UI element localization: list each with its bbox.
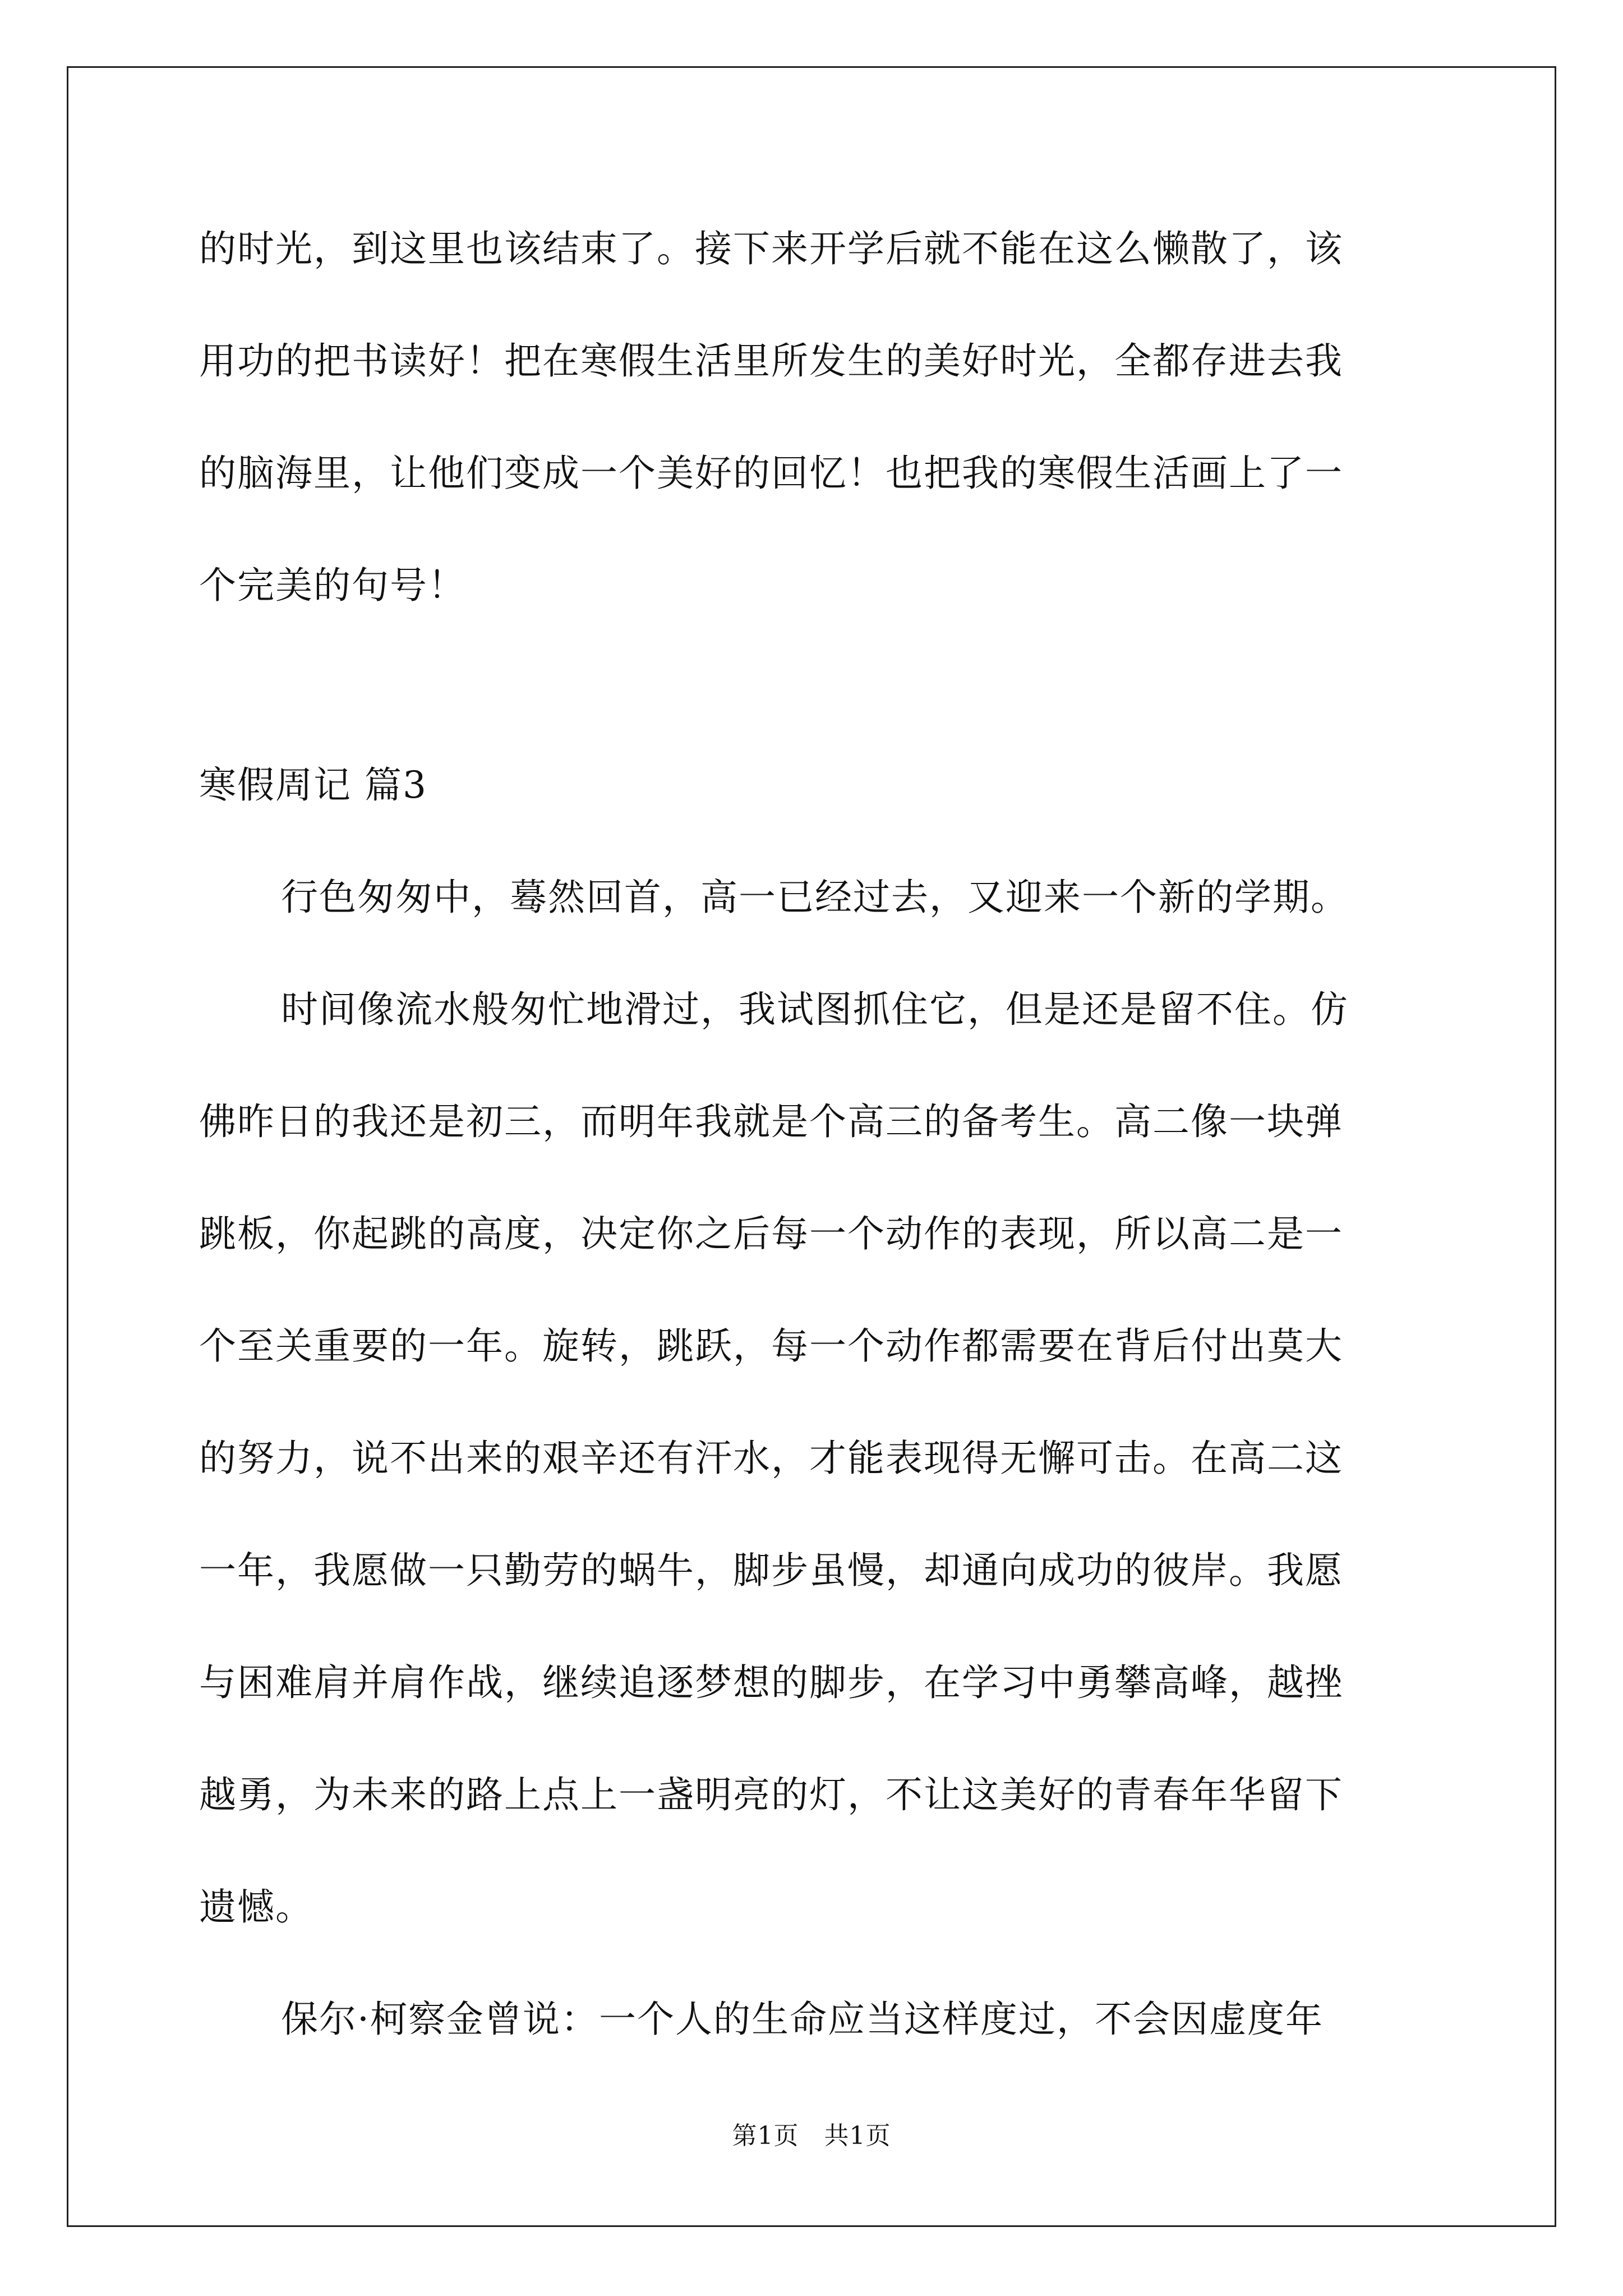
paragraph-line: 用功的把书读好！把在寒假生活里所发生的美好时光，全都存进去我 (199, 339, 1343, 383)
paragraph-line: 行色匆匆中，蓦然回首，高一已经过去，又迎来一个新的学期。 (281, 876, 1349, 919)
paragraph-line: 的努力，说不出来的艰辛还有汗水，才能表现得无懈可击。在高二这 (199, 1437, 1343, 1480)
paragraph-line: 佛昨日的我还是初三，而明年我就是个高三的备考生。高二像一块弹 (199, 1100, 1343, 1143)
paragraph-line: 遗憾。 (199, 1885, 313, 1929)
section-heading: 寒假周记 篇3 (199, 763, 427, 807)
paragraph-line: 越勇，为未来的路上点上一盏明亮的灯，不让这美好的青春年华留下 (199, 1773, 1343, 1816)
page-footer: 第1页 共1页 (732, 2122, 891, 2150)
paragraph-line: 个完美的句号！ (199, 564, 466, 607)
paragraph-line: 与困难肩并肩作战，继续追逐梦想的脚步，在学习中勇攀高峰，越挫 (199, 1661, 1343, 1704)
paragraph-line: 的脑海里，让他们变成一个美好的回忆！也把我的寒假生活画上了一 (199, 452, 1343, 495)
paragraph-line: 一年，我愿做一只勤劳的蜗牛，脚步虽慢，却通向成功的彼岸。我愿 (199, 1549, 1343, 1592)
paragraph-line: 保尔·柯察金曾说：一个人的生命应当这样度过，不会因虚度年 (281, 1998, 1324, 2041)
paragraph-line: 时间像流水般匆忙地滑过，我试图抓住它，但是还是留不住。仿 (281, 988, 1349, 1031)
paragraph-line: 个至关重要的一年。旋转，跳跃，每一个动作都需要在背后付出莫大 (199, 1324, 1343, 1368)
paragraph-line: 跳板，你起跳的高度，决定你之后每一个动作的表现，所以高二是一 (199, 1212, 1343, 1255)
paragraph-line: 的时光，到这里也该结束了。接下来开学后就不能在这么懒散了，该 (199, 227, 1343, 270)
